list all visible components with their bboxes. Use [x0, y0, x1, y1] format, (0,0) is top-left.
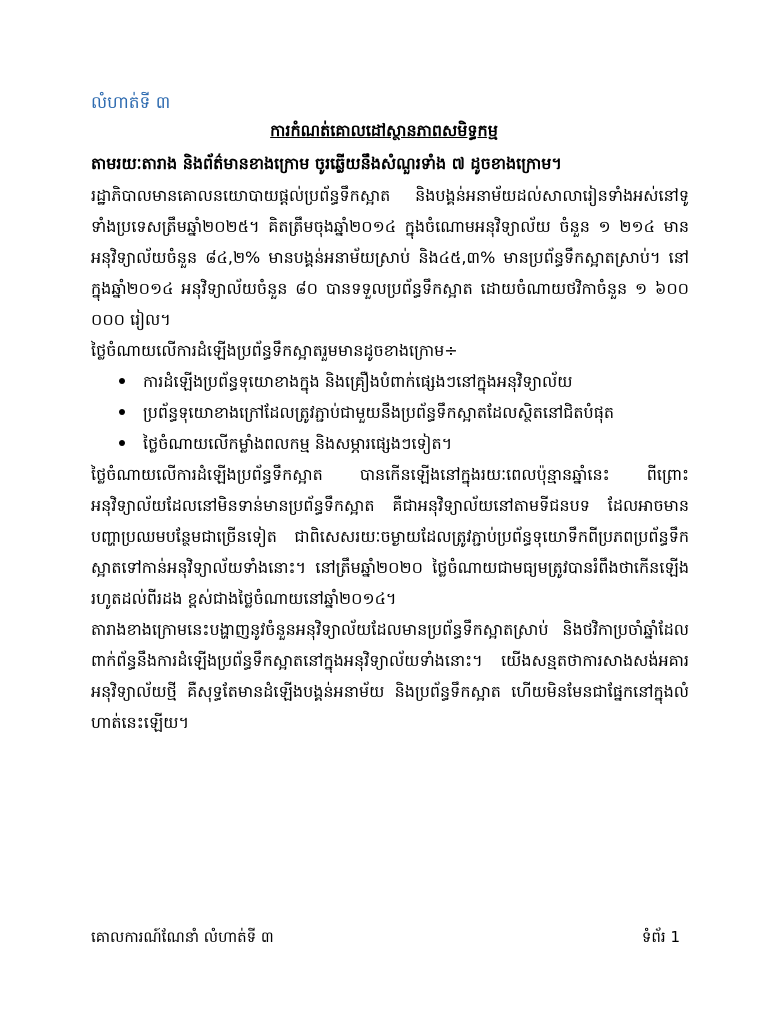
paragraph-cost-list-intro: ថ្លៃចំណាយលើការដំឡើងប្រព័ន្ធទឹកស្អាតរួមមានដូចខាងក្រោម÷	[91, 341, 458, 360]
paragraph-cost-increase: ថ្លៃចំណាយលើការដំឡើងប្រព័ន្ធទឹកស្អាត បានកើនឡើងនៅក្នុងរយៈពេលប៉ុន្មានឆ្នាំនេះ ពីព្រោះអនុវិទ្យាល័យដែលនៅមិនទាន់មានប្រព័ន្ធទឹកស្អាត គឺជាអនុវិទ្យាល័យនៅតាមទីជនបទ ដែលអាចមានបញ្ហាប្រឈមបន្ថែមជាច្រើនទៀត ជាពិសេសរយៈចម្ងាយដែលត្រូវភ្ជាប់ប្រព័ន្ធទុយោទឹកពីប្រភពប្រព័ន្ធទឹកស្អាតទៅកាន់អនុវិទ្យាល័យទាំងនោះ។ នៅត្រឹមឆ្នាំ២០២០ ថ្លៃចំណាយជាមធ្យមត្រូវបានរំពឹងថាកើនឡើងរហូតដល់ពីរដង ខ្ពស់ជាងថ្លៃចំណាយនៅឆ្នាំ២០១៤។	[91, 465, 689, 608]
bullet-icon	[119, 440, 125, 446]
footer-document-name: គោលការណ៍ណែនាំ លំហាត់ទី ៣	[91, 928, 274, 946]
bullet-icon	[119, 409, 125, 415]
exercise-label: លំហាត់ទី ៣	[91, 93, 171, 113]
list-item-text: ថ្លៃចំណាយលើកម្លាំងពលកម្ម និងសម្ភារផ្សេងៗទៀត។	[143, 434, 453, 453]
list-item	[91, 366, 689, 397]
list-item-text: ប្រព័ន្ធទុយោខាងក្រៅដែលត្រូវភ្ជាប់ជាមួយនឹងប្រព័ន្ធទឹកស្អាតដែលស្ថិតនៅជិតបំផុត	[143, 403, 615, 422]
paragraph-table-description: តារាងខាងក្រោមនេះបង្ហាញនូវចំនួនអនុវិទ្យាល័យដែលមានប្រព័ន្ធទឹកស្អាតស្រាប់ និងថវិកាប្រចាំឆ្នាំដែលពាក់ព័ន្ធនឹងការដំឡើងប្រព័ន្ធទឹកស្អាតនៅក្នុងអនុវិទ្យាល័យទាំងនោះ។ យើងសន្មតថាការសាងសង់អគារអនុវិទ្យាល័យថ្មី គឺសុទ្ធតែមានដំឡើងបង្គន់អនាម័យ និងប្រព័ន្ធទឹកស្អាត ហើយមិនមែនជាផ្នែកនៅក្នុងលំហាត់នេះឡើយ។	[91, 620, 689, 732]
instruction-text: តាមរយៈតារាង និងព័ត៌មានខាងក្រោម ចូរឆ្លើយនឹងសំណួរទាំង ៧ ដូចខាងក្រោម។	[91, 154, 562, 173]
list-item-text: ការដំឡើងប្រព័ន្ធទុយោខាងក្នុង និងគ្រឿងបំពាក់ផ្សេងៗនៅក្នុងអនុវិទ្យាល័យ	[143, 372, 573, 391]
paragraph-intro: រដ្ឋាភិបាលមានគោលនយោបាយផ្តល់ប្រព័ន្ធទឹកស្អាត និងបង្គន់អនាម័យដល់សាលារៀនទាំងអស់នៅទូទាំងប្រទេសត្រឹមឆ្នាំ២០២៥។ គិតត្រឹមចុងឆ្នាំ២០១៤ ក្នុងចំណោមអនុវិទ្យាល័យ ចំនួន ១ ២១៤ មានអនុវិទ្យាល័យចំនួន ៨៤,២% មានបង្គន់អនាម័យស្រាប់ និង៤៥,៣% មានប្រព័ន្ធទឹកស្អាតស្រាប់។ នៅក្នុងឆ្នាំ២០១៤ អនុវិទ្យាល័យចំនួន ៨០ បានទទួលប្រព័ន្ធទឹកស្អាត ដោយចំណាយថវិកាចំនួន ១ ៦០០ ០០០ រៀល។	[91, 186, 689, 329]
bullet-icon	[119, 378, 125, 384]
cost-bullet-list	[91, 366, 689, 459]
document-body	[91, 180, 689, 738]
document-title: ការកំណត់គោលដៅស្ថានភាពសមិទ្ធកម្ម	[270, 121, 498, 140]
list-item	[91, 397, 689, 428]
list-item	[91, 428, 689, 459]
footer-page-number: ទំព័រ 1	[641, 928, 680, 946]
